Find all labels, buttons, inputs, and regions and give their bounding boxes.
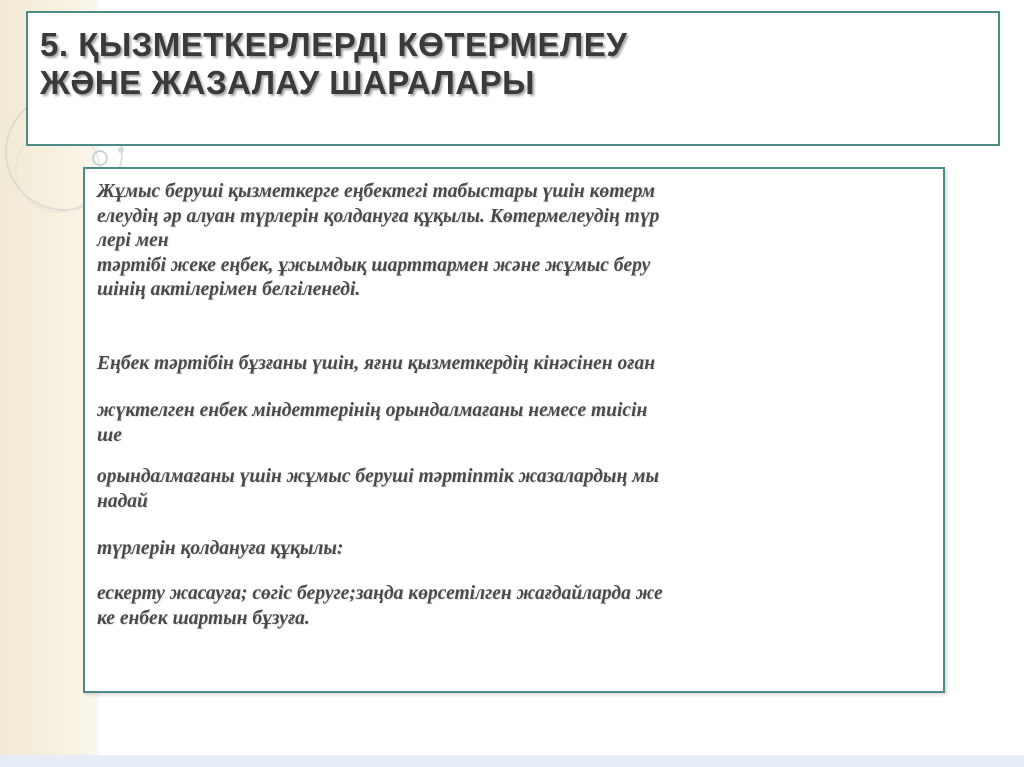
- paragraph-incentives: Жұмыс беруші қызметкерге еңбектегі табыстары үшін көтерм елеудің әр алуан түрлерін қолдануға құқылы. Көтермелеудің түр лері мен тәртібі жеке еңбек, ұжымдық шарттармен және жұмыс беру шінің актілерімен белгіленеді.: [97, 181, 660, 300]
- slide-title-line-2: ЖӘНЕ ЖАЗАЛАУ ШАРАЛАРЫ: [40, 64, 535, 101]
- content-box: [83, 167, 945, 693]
- title-box: [26, 11, 1000, 146]
- paragraph-duties-unfulfilled: жүктелген енбек міндеттерінің орындалмағаны немесе тиісін ше: [97, 400, 648, 446]
- paragraph-disciplinary-measures: орындалмағаны үшін жұмыс беруші тәртіптік жазалардың мы надай: [97, 466, 660, 512]
- bottom-band: [0, 755, 1024, 767]
- paragraph-types: түрлерін қолдануға құқылы:: [97, 538, 344, 559]
- paragraph-penalties-list: ескерту жасауға; сөгіс беруге;заңда көрсетілген жағдайларда же ке енбек шартын бұзуға.: [97, 583, 663, 629]
- paragraph-discipline-violation: Еңбек тәртібін бұзғаны үшін, яғни қызметкердің кінәсінен оған: [97, 353, 656, 374]
- slide-title-line-1: 5. ҚЫЗМЕТКЕРЛЕРДІ КӨТЕРМЕЛЕУ: [40, 26, 628, 63]
